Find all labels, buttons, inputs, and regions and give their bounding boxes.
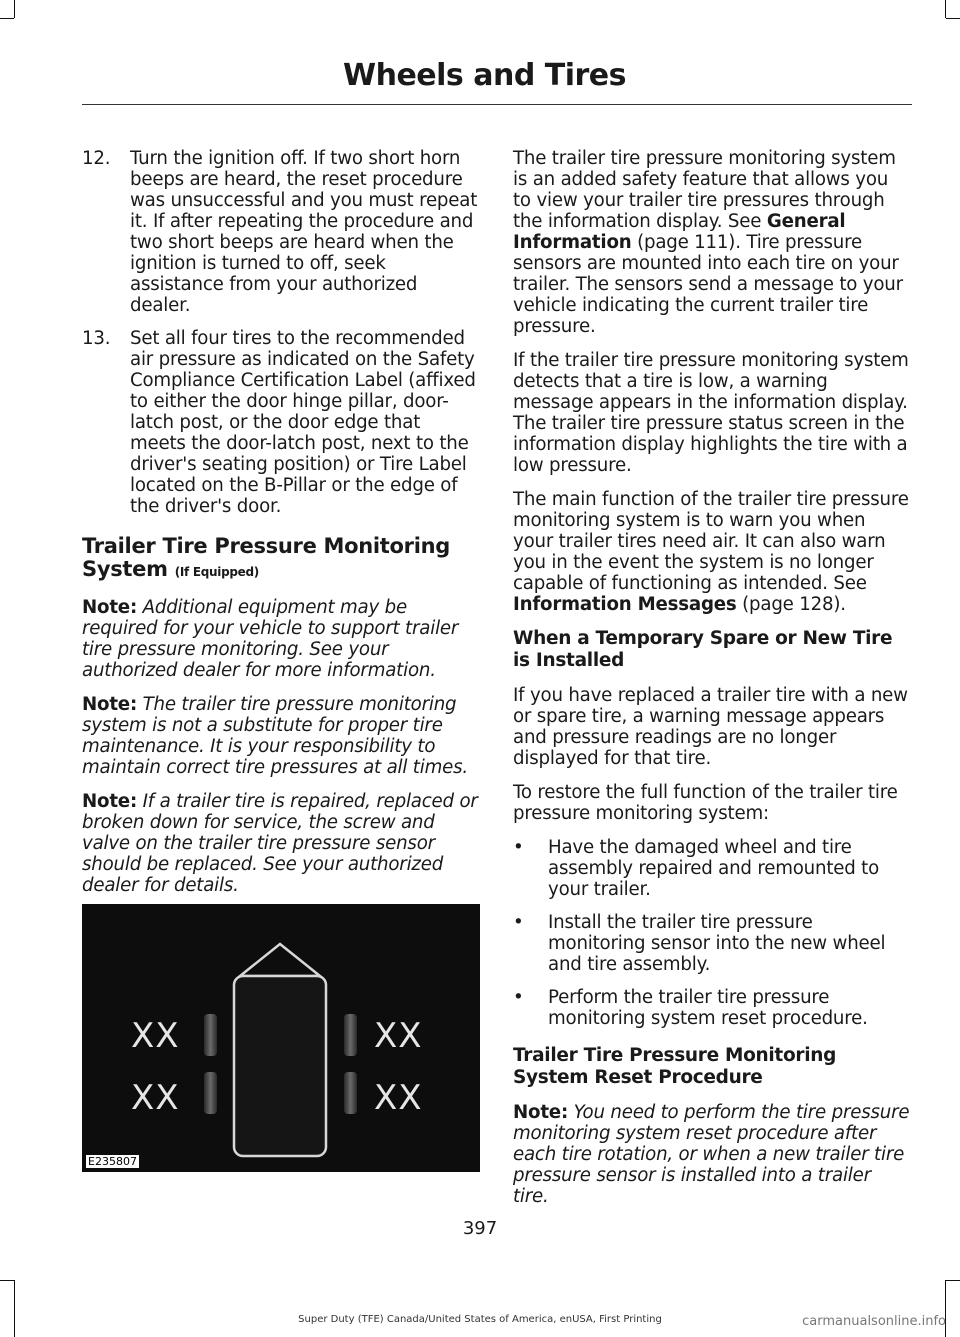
bullet-symbol: • [513, 987, 524, 1008]
note-label: Note: [82, 597, 138, 618]
xref-information-messages[interactable]: Information Messages [513, 594, 737, 615]
right-column [513, 148, 911, 1220]
note-text: If a trailer tire is repaired, replaced or broken down for service, the screw and valve on the trailer tire pressure sensor should be replaced. See your authorized dealer for details. [82, 791, 478, 896]
bullet-text: Install the trailer tire pressure monitoring sensor into the new wheel and tire assembly. [548, 912, 886, 975]
header-divider [82, 104, 912, 105]
paragraph-text: (page 128). [736, 594, 846, 615]
paragraph: If you have replaced a trailer tire with a new or spare tire, a warning message appears and pressure readings are no longer displayed for that tire. [513, 685, 908, 769]
page-number: 397 [462, 1218, 498, 1239]
crop-mark [945, 0, 946, 18]
tire-pressure-front-right: XX [374, 1016, 423, 1056]
bullet-item [513, 837, 911, 900]
note-label: Note: [82, 694, 138, 715]
note-text: The trailer tire pressure monitoring system is not a substitute for proper tire maintenance. It is your responsibility to maintain correct tire pressures at all times. [82, 694, 468, 778]
bullet-symbol: • [513, 912, 524, 933]
subsection-heading: When a Temporary Spare or New Tire is Installed [513, 628, 893, 671]
tire-pressure-rear-right: XX [374, 1078, 423, 1118]
heading-text: Trailer Tire Pressure Monitoring System [82, 534, 451, 581]
figure-code: E235807 [88, 1155, 137, 1168]
note-paragraph [82, 791, 480, 896]
heading-qualifier: (If Equipped) [174, 565, 259, 579]
paragraph-text: The trailer tire pressure monitoring system is an added safety feature that allows you to view your trailer tire pressures through the information display. See [513, 148, 896, 232]
note-label: Note: [513, 1102, 569, 1123]
watermark: carmanualsonline.info [802, 1314, 946, 1329]
note-paragraph [82, 597, 480, 681]
page-title: Wheels and Tires [343, 58, 626, 93]
bullet-item [513, 912, 911, 975]
crop-mark [0, 18, 14, 19]
note-paragraph [513, 1102, 911, 1207]
tire-pressure-rear-left: XX [131, 1078, 180, 1118]
paragraph [513, 148, 911, 337]
crop-mark [946, 18, 960, 19]
bullet-text: Perform the trailer tire pressure monitoring system reset procedure. [548, 987, 868, 1029]
list-item-12 [82, 148, 480, 316]
xref-general-information[interactable]: General Information [513, 211, 846, 253]
list-text: Set all four tires to the recommended air pressure as indicated on the Safety Compliance Certification Label (affixed to either the door hinge pillar, door-latch post, or the door edge that meets the door-latch post, next to the driver's seating position) or Tire Label located on the B-Pillar or the edge of the driver's door. [130, 328, 476, 517]
crop-mark [14, 0, 15, 18]
paragraph-text: (page 111). Tire pressure sensors are mounted into each tire on your trailer. The sensors send a message to your vehicle indicating the current trailer tire pressure. [513, 232, 903, 337]
crop-mark [14, 1280, 15, 1337]
left-column [82, 148, 480, 909]
paragraph-text: The main function of the trailer tire pressure monitoring system is to warn you when your trailer tires need air. It can also warn you in the event the system is no longer capable of functioning as intended. See [513, 489, 909, 594]
bullet-text: Have the damaged wheel and tire assembly repaired and remounted to your trailer. [548, 837, 880, 900]
crop-mark [0, 1280, 14, 1281]
list-item-13 [82, 328, 480, 517]
note-text: Additional equipment may be required for your vehicle to support trailer tire pressure monitoring. See your authorized dealer for more information. [82, 597, 459, 681]
list-text: Turn the ignition off. If two short horn beeps are heard, the reset procedure was unsuccessful and you must repeat it. If after repeating the procedure and two short beeps are heard when the ignition is turned to off, seek assistance from your authorized dealer. [130, 148, 478, 316]
note-text: You need to perform the tire pressure monitoring system reset procedure after each tire rotation, or when a new trailer tire pressure sensor is installed into a trailer tire. [513, 1102, 910, 1207]
paragraph [513, 489, 911, 615]
note-label: Note: [82, 791, 138, 812]
paragraph: To restore the full function of the trailer tire pressure monitoring system: [513, 782, 898, 824]
list-number: 12. [82, 148, 111, 169]
section-heading [82, 535, 480, 584]
crop-mark [946, 1280, 960, 1281]
list-number: 13. [82, 328, 111, 349]
bullet-item [513, 987, 911, 1029]
footer-text: Super Duty (TFE) Canada/United States of America, enUSA, First Printing [298, 1314, 662, 1325]
note-paragraph [82, 694, 480, 778]
bullet-symbol: • [513, 837, 524, 858]
subsection-heading: Trailer Tire Pressure Monitoring System Reset Procedure [513, 1045, 837, 1088]
tire-pressure-front-left: XX [131, 1016, 180, 1056]
paragraph: If the trailer tire pressure monitoring system detects that a tire is low, a warning message appears in the information display. The trailer tire pressure status screen in the information display highlights the tire with a low pressure. [513, 350, 909, 476]
trailer-tire-display-figure [82, 904, 480, 1172]
